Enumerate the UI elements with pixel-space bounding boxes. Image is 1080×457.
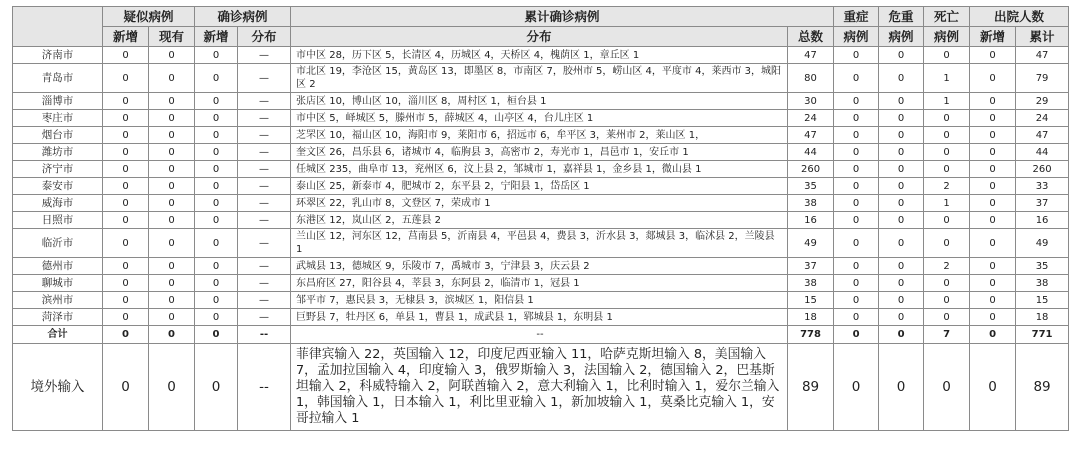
discharged-new-cell: 0 — [970, 127, 1016, 144]
suspected-existing-cell: 0 — [149, 212, 195, 229]
death-cell: 0 — [924, 229, 970, 258]
suspected-existing-cell: 0 — [149, 326, 195, 344]
confirmed-new-cell: 0 — [195, 275, 238, 292]
discharged-new-cell: 0 — [970, 229, 1016, 258]
confirmed-new-cell: 0 — [195, 212, 238, 229]
city-cell: 潍坊市 — [13, 144, 103, 161]
discharged-new-cell: 0 — [970, 275, 1016, 292]
discharged-total-cell: 260 — [1016, 161, 1069, 178]
death-cell: 0 — [924, 275, 970, 292]
header-suspected-existing: 现有 — [149, 27, 195, 47]
header-death-cases: 病例 — [924, 27, 970, 47]
header-corner — [13, 7, 103, 47]
death-cell: 1 — [924, 93, 970, 110]
suspected-existing-cell: 0 — [149, 110, 195, 127]
city-cell: 日照市 — [13, 212, 103, 229]
header-discharged-total: 累计 — [1016, 27, 1069, 47]
distribution-cell: 市北区 19，李沧区 15，黄岛区 13，即墨区 8，市南区 7，胶州市 5，崂山区 4，平度市 4，莱西市 3，城阳区 2 — [291, 64, 788, 93]
suspected-new-cell: 0 — [103, 309, 149, 326]
total-cell: 38 — [788, 275, 834, 292]
distribution-cell: 邹平市 7，惠民县 3，无棣县 3，滨城区 1，阳信县 1 — [291, 292, 788, 309]
total-cell: 35 — [788, 178, 834, 195]
suspected-new-cell: 0 — [103, 64, 149, 93]
distribution-cell: 武城县 13，德城区 9，乐陵市 7，禹城市 3，宁津县 3，庆云县 2 — [291, 258, 788, 275]
suspected-existing-cell: 0 — [149, 93, 195, 110]
discharged-total-cell: 33 — [1016, 178, 1069, 195]
critical-cell: 0 — [879, 344, 924, 431]
confirmed-distribution-cell: — — [238, 110, 291, 127]
discharged-total-cell: 49 — [1016, 229, 1069, 258]
header-row-sub — [13, 27, 1069, 47]
case-statistics-table — [12, 6, 1069, 431]
severe-cell: 0 — [834, 309, 879, 326]
table-row-zaozhuang — [13, 110, 1069, 127]
severe-cell: 0 — [834, 47, 879, 64]
discharged-new-cell: 0 — [970, 195, 1016, 212]
discharged-new-cell: 0 — [970, 344, 1016, 431]
table-row-jining — [13, 161, 1069, 178]
header-critical: 危重 — [879, 7, 924, 27]
table-row-taian — [13, 178, 1069, 195]
total-cell: 15 — [788, 292, 834, 309]
confirmed-distribution-cell: — — [238, 144, 291, 161]
critical-cell: 0 — [879, 161, 924, 178]
suspected-existing-cell: 0 — [149, 275, 195, 292]
suspected-new-cell: 0 — [103, 195, 149, 212]
discharged-new-cell: 0 — [970, 47, 1016, 64]
distribution-cell: 东港区 12，岚山区 2，五莲县 2 — [291, 212, 788, 229]
discharged-new-cell: 0 — [970, 212, 1016, 229]
suspected-new-cell: 0 — [103, 292, 149, 309]
discharged-new-cell: 0 — [970, 292, 1016, 309]
distribution-cell: 泰山区 25，新泰市 4，肥城市 2，东平县 2，宁阳县 1，岱岳区 1 — [291, 178, 788, 195]
table-row-weihai — [13, 195, 1069, 212]
discharged-new-cell: 0 — [970, 326, 1016, 344]
suspected-new-cell: 0 — [103, 144, 149, 161]
table-row-weifang — [13, 144, 1069, 161]
discharged-total-cell: 44 — [1016, 144, 1069, 161]
suspected-existing-cell: 0 — [149, 229, 195, 258]
header-suspected: 疑似病例 — [103, 7, 195, 27]
confirmed-new-cell: 0 — [195, 326, 238, 344]
discharged-total-cell: 24 — [1016, 110, 1069, 127]
discharged-new-cell: 0 — [970, 110, 1016, 127]
table-row-zibo — [13, 93, 1069, 110]
table-row-linyi — [13, 229, 1069, 258]
city-cell: 威海市 — [13, 195, 103, 212]
city-cell: 临沂市 — [13, 229, 103, 258]
death-cell: 0 — [924, 292, 970, 309]
total-cell: 38 — [788, 195, 834, 212]
discharged-total-cell: 18 — [1016, 309, 1069, 326]
severe-cell: 0 — [834, 144, 879, 161]
city-cell: 枣庄市 — [13, 110, 103, 127]
confirmed-distribution-cell: — — [238, 161, 291, 178]
city-cell: 烟台市 — [13, 127, 103, 144]
severe-cell: 0 — [834, 93, 879, 110]
confirmed-new-cell: 0 — [195, 292, 238, 309]
confirmed-new-cell: 0 — [195, 127, 238, 144]
total-cell: 260 — [788, 161, 834, 178]
suspected-new-cell: 0 — [103, 161, 149, 178]
suspected-existing-cell: 0 — [149, 47, 195, 64]
severe-cell: 0 — [834, 292, 879, 309]
severe-cell: 0 — [834, 178, 879, 195]
distribution-cell: 张店区 10，博山区 10，淄川区 8，周村区 1，桓台县 1 — [291, 93, 788, 110]
header-row-top — [13, 7, 1069, 27]
confirmed-new-cell: 0 — [195, 195, 238, 212]
critical-cell: 0 — [879, 110, 924, 127]
confirmed-distribution-cell: — — [238, 229, 291, 258]
suspected-new-cell: 0 — [103, 344, 149, 431]
confirmed-new-cell: 0 — [195, 110, 238, 127]
header-confirmed-distribution: 分布 — [238, 27, 291, 47]
table-row-dezhou — [13, 258, 1069, 275]
suspected-new-cell: 0 — [103, 127, 149, 144]
suspected-new-cell: 0 — [103, 212, 149, 229]
confirmed-distribution-cell: — — [238, 292, 291, 309]
table-row-imported — [13, 344, 1069, 431]
suspected-existing-cell: 0 — [149, 292, 195, 309]
critical-cell: 0 — [879, 93, 924, 110]
case-table-container — [12, 6, 1068, 431]
death-cell: 2 — [924, 178, 970, 195]
city-cell: 济南市 — [13, 47, 103, 64]
suspected-new-cell: 0 — [103, 326, 149, 344]
suspected-existing-cell: 0 — [149, 344, 195, 431]
discharged-total-cell: 79 — [1016, 64, 1069, 93]
death-cell: 0 — [924, 344, 970, 431]
death-cell: 7 — [924, 326, 970, 344]
severe-cell: 0 — [834, 195, 879, 212]
header-critical-cases: 病例 — [879, 27, 924, 47]
header-confirmed: 确诊病例 — [195, 7, 291, 27]
confirmed-distribution-cell: — — [238, 64, 291, 93]
critical-cell: 0 — [879, 195, 924, 212]
header-cumulative-total: 总数 — [788, 27, 834, 47]
suspected-new-cell: 0 — [103, 275, 149, 292]
confirmed-new-cell: 0 — [195, 178, 238, 195]
suspected-existing-cell: 0 — [149, 309, 195, 326]
critical-cell: 0 — [879, 212, 924, 229]
city-cell: 淄博市 — [13, 93, 103, 110]
discharged-new-cell: 0 — [970, 178, 1016, 195]
discharged-new-cell: 0 — [970, 161, 1016, 178]
suspected-existing-cell: 0 — [149, 178, 195, 195]
total-cell: 47 — [788, 47, 834, 64]
suspected-existing-cell: 0 — [149, 258, 195, 275]
suspected-new-cell: 0 — [103, 178, 149, 195]
city-cell: 泰安市 — [13, 178, 103, 195]
critical-cell: 0 — [879, 292, 924, 309]
severe-cell: 0 — [834, 212, 879, 229]
city-cell: 菏泽市 — [13, 309, 103, 326]
confirmed-distribution-cell: -- — [238, 344, 291, 431]
total-cell: 89 — [788, 344, 834, 431]
critical-cell: 0 — [879, 275, 924, 292]
confirmed-distribution-cell: — — [238, 309, 291, 326]
distribution-cell: 东昌府区 27，阳谷县 4，莘县 3，东阿县 2，临清市 1，冠县 1 — [291, 275, 788, 292]
severe-cell: 0 — [834, 258, 879, 275]
death-cell: 0 — [924, 127, 970, 144]
discharged-total-cell: 37 — [1016, 195, 1069, 212]
distribution-cell: 市中区 28，历下区 5，长清区 4，历城区 4，天桥区 4，槐荫区 1，章丘区 1 — [291, 47, 788, 64]
discharged-total-cell: 47 — [1016, 127, 1069, 144]
discharged-total-cell: 38 — [1016, 275, 1069, 292]
table-row-jinan — [13, 47, 1069, 64]
discharged-new-cell: 0 — [970, 309, 1016, 326]
total-cell: 18 — [788, 309, 834, 326]
discharged-total-cell: 15 — [1016, 292, 1069, 309]
header-discharged-new: 新增 — [970, 27, 1016, 47]
death-cell: 0 — [924, 309, 970, 326]
distribution-cell: 芝罘区 10，福山区 10，海阳市 9，莱阳市 6，招远市 6，牟平区 3，莱州市 2，莱山区 1， — [291, 127, 788, 144]
header-discharged: 出院人数 — [970, 7, 1069, 27]
severe-cell: 0 — [834, 127, 879, 144]
suspected-new-cell: 0 — [103, 93, 149, 110]
city-cell: 青岛市 — [13, 64, 103, 93]
death-cell: 1 — [924, 195, 970, 212]
total-cell: 16 — [788, 212, 834, 229]
distribution-cell: 兰山区 12，河东区 12，莒南县 5，沂南县 4，平邑县 4，费县 3，沂水县 3，郯城县 3，临沭县 2，兰陵县 1 — [291, 229, 788, 258]
total-cell: 49 — [788, 229, 834, 258]
discharged-new-cell: 0 — [970, 64, 1016, 93]
header-severe: 重症 — [834, 7, 879, 27]
discharged-total-cell: 16 — [1016, 212, 1069, 229]
discharged-total-cell: 47 — [1016, 47, 1069, 64]
death-cell: 0 — [924, 47, 970, 64]
confirmed-new-cell: 0 — [195, 64, 238, 93]
confirmed-distribution-cell: — — [238, 195, 291, 212]
critical-cell: 0 — [879, 309, 924, 326]
suspected-new-cell: 0 — [103, 229, 149, 258]
total-cell: 24 — [788, 110, 834, 127]
critical-cell: 0 — [879, 127, 924, 144]
table-row-yantai — [13, 127, 1069, 144]
header-suspected-new: 新增 — [103, 27, 149, 47]
critical-cell: 0 — [879, 47, 924, 64]
critical-cell: 0 — [879, 229, 924, 258]
total-cell: 44 — [788, 144, 834, 161]
severe-cell: 0 — [834, 275, 879, 292]
critical-cell: 0 — [879, 258, 924, 275]
table-row-binzhou — [13, 292, 1069, 309]
severe-cell: 0 — [834, 326, 879, 344]
death-cell: 0 — [924, 144, 970, 161]
confirmed-new-cell: 0 — [195, 258, 238, 275]
critical-cell: 0 — [879, 326, 924, 344]
header-severe-cases: 病例 — [834, 27, 879, 47]
confirmed-new-cell: 0 — [195, 229, 238, 258]
critical-cell: 0 — [879, 144, 924, 161]
distribution-cell: 市中区 5，峄城区 5，滕州市 5，薛城区 4，山亭区 4，台儿庄区 1 — [291, 110, 788, 127]
header-confirmed-new: 新增 — [195, 27, 238, 47]
death-cell: 2 — [924, 258, 970, 275]
distribution-cell: 任城区 235，曲阜市 13，兖州区 6，汶上县 2，邹城市 1，嘉祥县 1，金乡县 1，微山县 1 — [291, 161, 788, 178]
table-row-heze — [13, 309, 1069, 326]
confirmed-distribution-cell: — — [238, 93, 291, 110]
total-cell: 37 — [788, 258, 834, 275]
suspected-existing-cell: 0 — [149, 195, 195, 212]
total-label-cell: 合计 — [13, 326, 103, 344]
confirmed-distribution-cell: -- — [238, 326, 291, 344]
discharged-total-cell: 35 — [1016, 258, 1069, 275]
table-row-rizhao — [13, 212, 1069, 229]
suspected-existing-cell: 0 — [149, 64, 195, 93]
distribution-cell: -- — [291, 326, 788, 344]
discharged-new-cell: 0 — [970, 258, 1016, 275]
table-row-total — [13, 326, 1069, 344]
confirmed-new-cell: 0 — [195, 93, 238, 110]
critical-cell: 0 — [879, 64, 924, 93]
city-cell: 滨州市 — [13, 292, 103, 309]
distribution-cell: 巨野县 7，牡丹区 6，单县 1，曹县 1，成武县 1，郓城县 1，东明县 1 — [291, 309, 788, 326]
discharged-total-cell: 29 — [1016, 93, 1069, 110]
confirmed-distribution-cell: — — [238, 258, 291, 275]
discharged-total-cell: 89 — [1016, 344, 1069, 431]
discharged-total-cell: 771 — [1016, 326, 1069, 344]
total-cell: 47 — [788, 127, 834, 144]
suspected-existing-cell: 0 — [149, 127, 195, 144]
city-cell: 德州市 — [13, 258, 103, 275]
confirmed-distribution-cell: — — [238, 212, 291, 229]
distribution-cell: 环翠区 22，乳山市 8，文登区 7，荣成市 1 — [291, 195, 788, 212]
death-cell: 0 — [924, 212, 970, 229]
severe-cell: 0 — [834, 161, 879, 178]
death-cell: 1 — [924, 64, 970, 93]
confirmed-distribution-cell: — — [238, 178, 291, 195]
imported-label-cell: 境外输入 — [13, 344, 103, 431]
header-cumulative: 累计确诊病例 — [291, 7, 834, 27]
confirmed-distribution-cell: — — [238, 47, 291, 64]
confirmed-new-cell: 0 — [195, 344, 238, 431]
city-cell: 济宁市 — [13, 161, 103, 178]
total-cell: 80 — [788, 64, 834, 93]
suspected-existing-cell: 0 — [149, 161, 195, 178]
severe-cell: 0 — [834, 344, 879, 431]
total-cell: 778 — [788, 326, 834, 344]
confirmed-new-cell: 0 — [195, 47, 238, 64]
suspected-new-cell: 0 — [103, 47, 149, 64]
confirmed-new-cell: 0 — [195, 309, 238, 326]
death-cell: 0 — [924, 110, 970, 127]
discharged-new-cell: 0 — [970, 93, 1016, 110]
header-death: 死亡 — [924, 7, 970, 27]
table-row-liaocheng — [13, 275, 1069, 292]
severe-cell: 0 — [834, 110, 879, 127]
confirmed-distribution-cell: — — [238, 127, 291, 144]
discharged-new-cell: 0 — [970, 144, 1016, 161]
suspected-new-cell: 0 — [103, 258, 149, 275]
severe-cell: 0 — [834, 64, 879, 93]
header-cumulative-distribution: 分布 — [291, 27, 788, 47]
severe-cell: 0 — [834, 229, 879, 258]
critical-cell: 0 — [879, 178, 924, 195]
death-cell: 0 — [924, 161, 970, 178]
confirmed-new-cell: 0 — [195, 161, 238, 178]
suspected-new-cell: 0 — [103, 110, 149, 127]
distribution-cell: 菲律宾输入 22，英国输入 12，印度尼西亚输入 11，哈萨克斯坦输入 8，美国输入 7，孟加拉国输入 4，印度输入 3，俄罗斯输入 3，法国输入 2，德国输入 2，巴基斯坦输入 2，科威特输入 2，阿联酋输入 2，意大利输入 1，比利时输入 1，爱尔兰输入 1，韩国输入 1，日本输入 1，利比里亚输入 1，新加坡输入 1，莫桑比克输入 1，安哥拉输入 1 — [291, 344, 788, 431]
distribution-cell: 奎文区 26，昌乐县 6，诸城市 4，临朐县 3，高密市 2，寿光市 1，昌邑市 1，安丘市 1 — [291, 144, 788, 161]
suspected-existing-cell: 0 — [149, 144, 195, 161]
total-cell: 30 — [788, 93, 834, 110]
table-row-qingdao — [13, 64, 1069, 93]
confirmed-new-cell: 0 — [195, 144, 238, 161]
city-cell: 聊城市 — [13, 275, 103, 292]
confirmed-distribution-cell: — — [238, 275, 291, 292]
